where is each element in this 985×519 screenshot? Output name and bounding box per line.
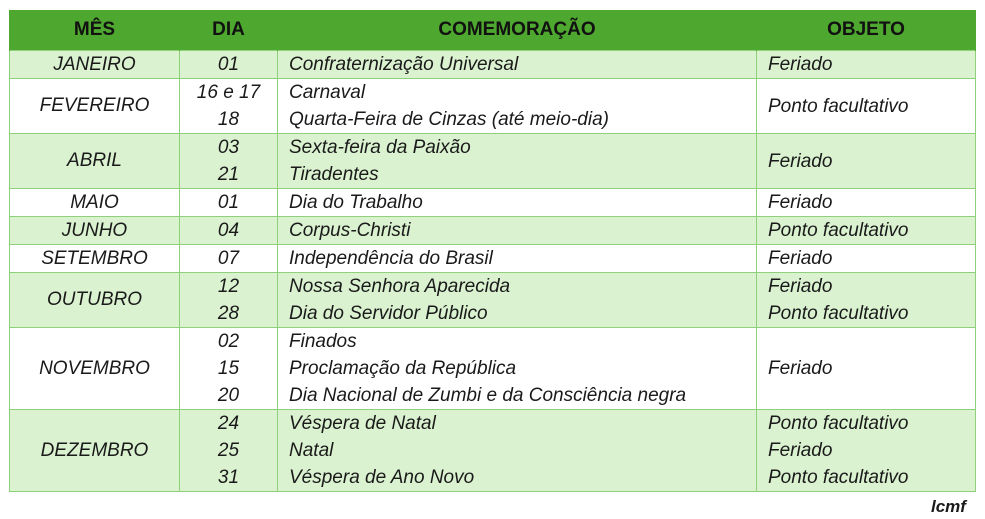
celebration-name: Finados (289, 331, 357, 352)
month-cell: OUTUBRO (10, 273, 180, 328)
day-cell (180, 189, 278, 217)
object-value: Ponto facultativo (768, 413, 909, 434)
table-row (10, 410, 976, 492)
celebration-name: Independência do Brasil (289, 248, 493, 269)
celebration-name: Dia Nacional de Zumbi e da Consciência negra (289, 385, 687, 406)
header-month: MÊS (10, 10, 180, 51)
celebration-name: Corpus-Christi (289, 220, 411, 241)
object-cell (757, 134, 976, 189)
object-cell (757, 189, 976, 217)
day-cell (180, 134, 278, 189)
celebration-cell (278, 51, 757, 79)
author-signature: lcmf (931, 497, 966, 516)
table-row (10, 51, 976, 79)
day-value: 21 (217, 164, 240, 185)
celebration-name: Natal (289, 440, 334, 461)
month-cell: MAIO (10, 189, 180, 217)
day-cell (180, 328, 278, 410)
object-cell (757, 245, 976, 273)
celebration-name: Dia do Trabalho (289, 192, 423, 213)
day-value: 25 (217, 440, 240, 461)
celebration-name: Véspera de Ano Novo (289, 467, 475, 488)
celebration-name: Nossa Senhora Aparecida (289, 276, 511, 297)
day-value: 28 (217, 303, 240, 324)
day-value: 07 (217, 248, 240, 269)
table-row (10, 245, 976, 273)
day-value: 01 (217, 192, 240, 213)
object-value: Ponto facultativo (768, 95, 909, 117)
day-cell (180, 273, 278, 328)
object-cell (757, 51, 976, 79)
object-cell (757, 79, 976, 134)
day-value: 01 (217, 54, 240, 75)
day-value: 03 (217, 137, 240, 158)
table-row (10, 79, 976, 134)
celebration-cell (278, 328, 757, 410)
day-cell (180, 217, 278, 245)
table-row (10, 217, 976, 245)
celebration-cell (278, 245, 757, 273)
object-cell (757, 328, 976, 410)
celebration-name: Tiradentes (289, 164, 379, 185)
celebration-cell (278, 134, 757, 189)
month-cell: ABRIL (10, 134, 180, 189)
celebration-name: Véspera de Natal (289, 413, 436, 434)
day-value: 16 e 17 (196, 82, 261, 103)
header-day: DIA (180, 10, 278, 51)
day-value: 18 (217, 109, 240, 130)
table-row (10, 134, 976, 189)
day-cell (180, 51, 278, 79)
object-value: Feriado (768, 248, 833, 269)
header-celebration: COMEMORAÇÃO (278, 10, 757, 51)
object-value: Feriado (768, 440, 833, 461)
month-cell: JUNHO (10, 217, 180, 245)
celebration-cell (278, 217, 757, 245)
day-cell (180, 410, 278, 492)
table-row (10, 273, 976, 328)
celebration-name: Dia do Servidor Público (289, 303, 488, 324)
object-value: Feriado (768, 54, 833, 75)
celebration-cell (278, 189, 757, 217)
celebration-name: Carnaval (289, 82, 366, 103)
month-cell: DEZEMBRO (10, 410, 180, 492)
day-value: 12 (217, 276, 240, 297)
celebration-name: Sexta-feira da Paixão (289, 137, 471, 158)
celebration-cell (278, 79, 757, 134)
object-value: Feriado (768, 192, 833, 213)
day-value: 04 (217, 220, 240, 241)
celebration-name: Proclamação da República (289, 358, 517, 379)
celebration-name: Quarta-Feira de Cinzas (até meio-dia) (289, 109, 609, 130)
day-value: 15 (217, 358, 240, 379)
object-value: Feriado (768, 358, 833, 379)
day-value: 31 (217, 467, 240, 488)
object-value: Feriado (768, 276, 833, 297)
header-object: OBJETO (757, 10, 976, 51)
day-cell (180, 79, 278, 134)
object-value: Ponto facultativo (768, 220, 909, 241)
month-cell: FEVEREIRO (10, 79, 180, 134)
day-value: 20 (217, 385, 240, 406)
day-value: 02 (217, 331, 240, 352)
holiday-table (9, 10, 976, 492)
day-value: 24 (217, 413, 240, 434)
table-body (10, 51, 976, 492)
table-row (10, 189, 976, 217)
object-value: Ponto facultativo (768, 303, 909, 324)
celebration-cell (278, 410, 757, 492)
month-cell: SETEMBRO (10, 245, 180, 273)
month-cell: NOVEMBRO (10, 328, 180, 410)
month-cell: JANEIRO (10, 51, 180, 79)
header-row (10, 10, 976, 51)
object-cell (757, 217, 976, 245)
object-value: Feriado (768, 150, 833, 172)
object-cell (757, 410, 976, 492)
table-row (10, 328, 976, 410)
object-cell (757, 273, 976, 328)
day-cell (180, 245, 278, 273)
celebration-name: Confraternização Universal (289, 54, 519, 75)
celebration-cell (278, 273, 757, 328)
object-value: Ponto facultativo (768, 467, 909, 488)
